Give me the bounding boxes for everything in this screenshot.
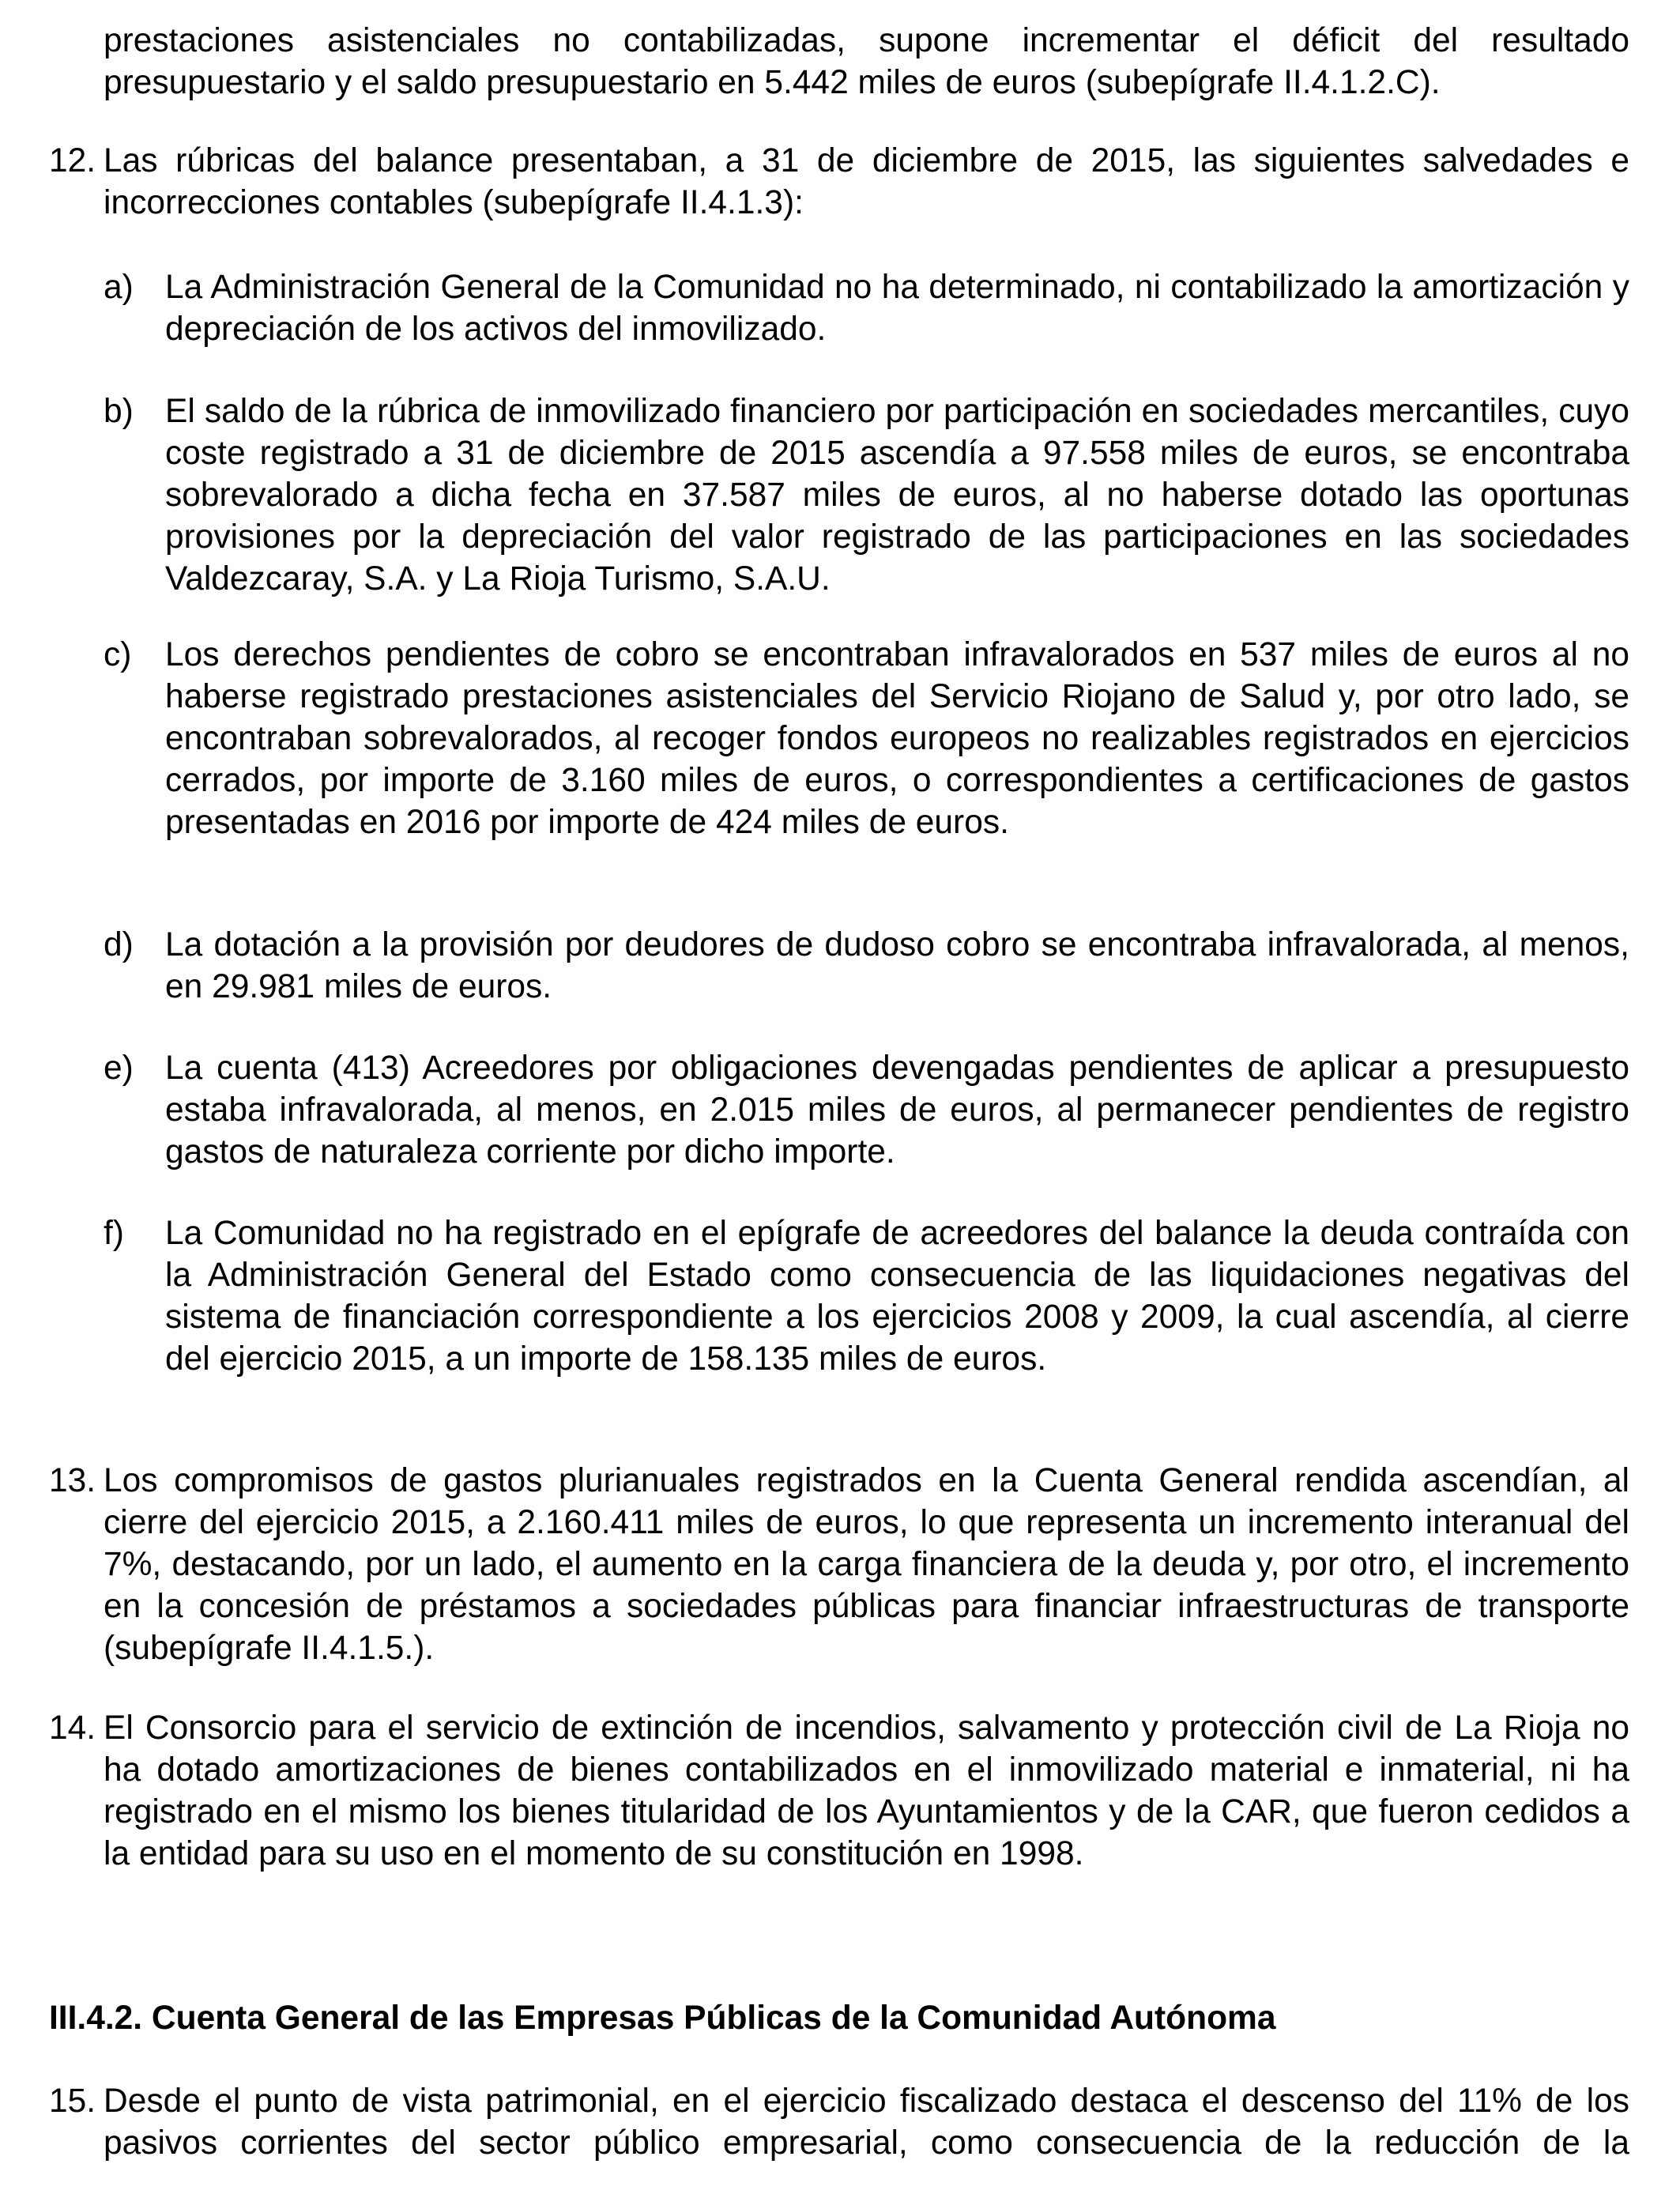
- item-12-text: Las rúbricas del balance presentaban, a 31 de diciembre de 2015, las siguientes salvedades e incorrecciones contables (subepígrafe II.4.1.3):: [104, 142, 1629, 221]
- item-12a-letter: a): [104, 269, 134, 306]
- item-12-number: 12.: [49, 142, 96, 179]
- item-12f-letter: f): [104, 1215, 124, 1252]
- item-12e-text: La cuenta (413) Acreedores por obligaciones devengadas pendientes de aplicar a presupuesto estaba infravalorada, al menos, en 2.015 miles de euros, al permanecer pendientes de registro gastos de naturaleza corriente por dicho importe.: [165, 1050, 1629, 1171]
- item-12b-letter: b): [104, 393, 134, 430]
- item-13-text: Los compromisos de gastos plurianuales registrados en la Cuenta General rendida ascendían, al cierre del ejercicio 2015, a 2.160.411 miles de euros, lo que representa un incremento interanual del 7%, destacando, por un lado, el aumento en la carga financiera de la deuda y, por otro, el incremento en la concesión de préstamos a sociedades públicas para financiar infraestructuras de transporte (subepígrafe II.4.1.5.).: [104, 1462, 1629, 1667]
- item-14-text: El Consorcio para el servicio de extinción de incendios, salvamento y protección civil de La Rioja no ha dotado amortizaciones de bienes contabilizados en el inmovilizado material e inmaterial, ni ha registrado en el mismo los bienes titularidad de los Ayuntamientos y de la CAR, que fueron cedidos a la entidad para su uso en el momento de su constitución en 1998.: [104, 1710, 1629, 1872]
- item-12a-text: La Administración General de la Comunidad no ha determinado, ni contabilizado la amortización y depreciación de los activos del inmovilizado.: [165, 269, 1629, 348]
- item-15-text: Desde el punto de vista patrimonial, en el ejercicio fiscalizado destaca el descenso del 11% de los pasivos corrientes del sector público empresarial, como consecuencia de la reducción de la: [104, 2083, 1629, 2162]
- item-14-number: 14.: [49, 1710, 96, 1747]
- item-12e-letter: e): [104, 1050, 134, 1087]
- intro-paragraph: prestaciones asistenciales no contabilizadas, supone incrementar el déficit del resultado presupuestario y el saldo presupuestario en 5.442 miles de euros (subepígrafe II.4.1.2.C).: [104, 22, 1629, 101]
- item-12f-text: La Comunidad no ha registrado en el epígrafe de acreedores del balance la deuda contraída con la Administración General del Estado como consecuencia de las liquidaciones negativas del sistema de financiación correspondiente a los ejercicios 2008 y 2009, la cual ascendía, al cierre del ejercicio 2015, a un importe de 158.135 miles de euros.: [165, 1215, 1629, 1378]
- section-heading: III.4.2. Cuenta General de las Empresas Públicas de la Comunidad Autónoma: [49, 2000, 1276, 2037]
- item-12d-text: La dotación a la provisión por deudores de dudoso cobro se encontraba infravalorada, al menos, en 29.981 miles de euros.: [165, 926, 1629, 1005]
- item-12c-text: Los derechos pendientes de cobro se encontraban infravalorados en 537 miles de euros al no haberse registrado prestaciones asistenciales del Servicio Riojano de Salud y, por otro lado, se encontraban sobrevalorados, al recoger fondos europeos no realizables registrados en ejercicios cerrados, por importe de 3.160 miles de euros, o correspondientes a certificaciones de gastos presentadas en 2016 por importe de 424 miles de euros.: [165, 636, 1629, 841]
- item-15-number: 15.: [49, 2083, 96, 2120]
- item-12d-letter: d): [104, 926, 134, 963]
- item-12b-text: El saldo de la rúbrica de inmovilizado financiero por participación en sociedades mercantiles, cuyo coste registrado a 31 de diciembre de 2015 ascendía a 97.558 miles de euros, se encontraba sobrevalorado a dicha fecha en 37.587 miles de euros, al no haberse dotado las oportunas provisiones por la depreciación del valor registrado de las participaciones en las sociedades Valdezcaray, S.A. y La Rioja Turismo, S.A.U.: [165, 393, 1629, 598]
- item-12c-letter: c): [104, 636, 132, 673]
- item-13-number: 13.: [49, 1462, 96, 1499]
